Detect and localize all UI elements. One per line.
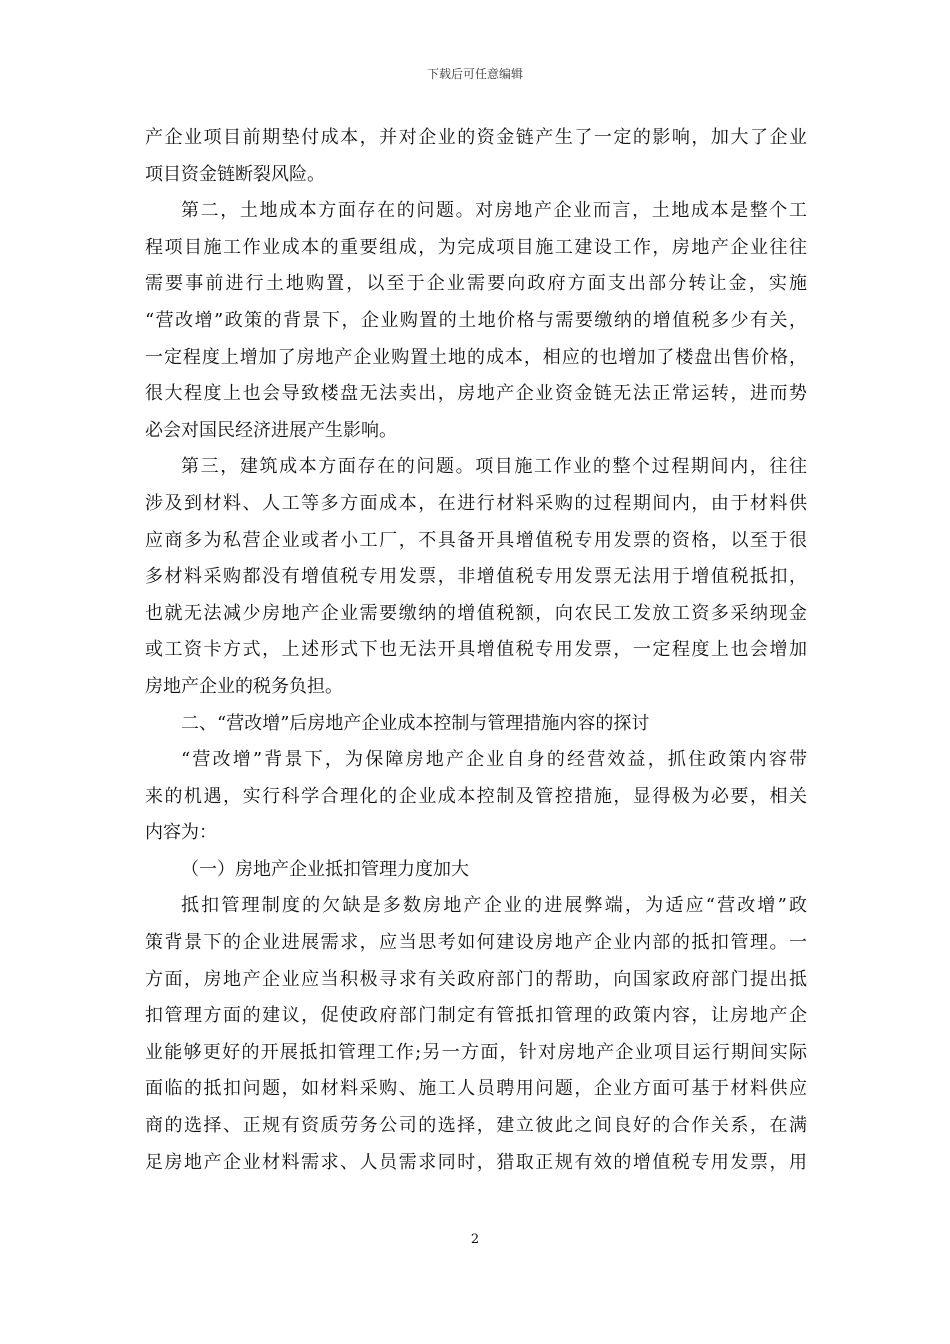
text-line: 应商多为私营企业或者小工厂，不具备开具增值税专用发票的资格，以至于很: [145, 529, 807, 551]
text-line: 涉及到材料、人工等多方面成本，在进行材料采购的过程期间内，由于材料供: [145, 492, 807, 514]
text-line: 一定程度上增加了房地产企业购置土地的成本，相应的也增加了楼盘出售价格，: [145, 346, 807, 368]
text-line: 足房地产企业材料需求、人员需求同时，猎取正规有效的增值税专用发票，用: [145, 1151, 807, 1173]
text-line: 程项目施工作业成本的重要组成，为完成项目施工建设工作，房地产企业往往: [145, 236, 807, 258]
text-line: 扣管理方面的建议，促使政府部门制定有管抵扣管理的政策内容，让房地产企: [145, 1005, 807, 1027]
text-line: 第三，建筑成本方面存在的问题。项目施工作业的整个过程期间内，往往: [181, 456, 807, 478]
subsection-heading: （一）房地产企业抵扣管理力度加大: [181, 858, 469, 880]
text-line: 方面，房地产企业应当积极寻求有关政府部门的帮助，向国家政府部门提出抵: [145, 968, 807, 990]
text-line: 抵扣管理制度的欠缺是多数房地产企业的进展弊端，为适应“营改增”政: [181, 895, 807, 917]
text-line: 房地产企业的税务负担。: [145, 675, 343, 697]
text-line: 产企业项目前期垫付成本，并对企业的资金链产生了一定的影响，加大了企业: [145, 127, 807, 148]
text-line: 或工资卡方式，上述形式下也无法开具增值税专用发票，一定程度上也会增加: [145, 639, 807, 661]
text-line: 很大程度上也会导致楼盘无法卖出，房地产企业资金链无法正常运转，进而势: [145, 383, 807, 405]
document-body: [145, 120, 807, 1181]
text-line: 来的机遇，实行科学合理化的企业成本控制及管控措施，显得极为必要，相关: [145, 785, 807, 807]
text-line: 内容为：: [145, 822, 217, 844]
text-line: “营改增”背景下，为保障房地产企业自身的经营效益，抓住政策内容带: [181, 749, 807, 771]
page-header: 下载后可任意编辑: [426, 67, 523, 81]
text-line: 项目资金链断裂风险。: [145, 163, 325, 185]
text-line: 策背景下的企业进展需求，应当思考如何建设房地产企业内部的抵扣管理。一: [145, 932, 807, 954]
text-line: 需要事前进行土地购置，以至于企业需要向政府方面支出部分转让金，实施: [145, 273, 807, 295]
text-line: 第二，土地成本方面存在的问题。对房地产企业而言，土地成本是整个工: [181, 200, 807, 222]
section-heading: 二、“营改增”后房地产企业成本控制与管理措施内容的探讨: [181, 712, 650, 734]
text-line: 也就无法减少房地产企业需要缴纳的增值税额，向农民工发放工资多采纳现金: [145, 602, 807, 624]
page-number: 2: [470, 1232, 480, 1247]
text-line: “营改增”政策的背景下，企业购置的土地价格与需要缴纳的增值税多少有关，: [145, 309, 807, 331]
text-line: 多材料采购都没有增值税专用发票，非增值税专用发票无法用于增值税抵扣，: [145, 566, 807, 588]
text-line: 必会对国民经济进展产生影响。: [145, 419, 397, 441]
text-line: 面临的抵扣问题，如材料采购、施工人员聘用问题，企业方面可基于材料供应: [145, 1078, 807, 1100]
text-line: 商的选择、正规有资质劳务公司的选择，建立彼此之间良好的合作关系，在满: [145, 1115, 807, 1137]
text-line: 业能够更好的开展抵扣管理工作;另一方面，针对房地产企业项目运行期间实际: [145, 1041, 807, 1063]
